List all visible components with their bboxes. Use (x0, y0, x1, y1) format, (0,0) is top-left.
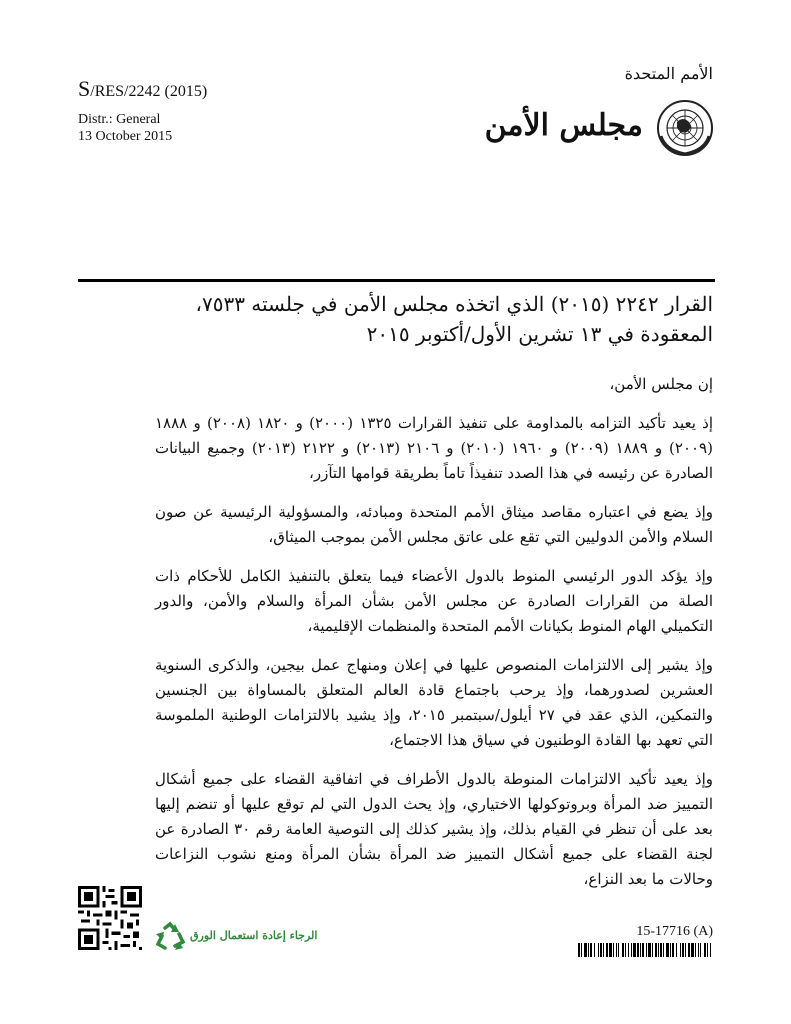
preambular-paragraph-4: وإذ يشير إلى الالتزامات المنصوص عليها في إعلان ومنهاج عمل بيجين، والذكرى السنوية العشرين لصدورهما، وإذ يرحب باجتماع قادة العالم المتعلق بالمساواة بين الجنسين والتمكين، الذي عقد في ٢٧ أيلول/سبتمبر ٢٠١٥، وإذ يشيد بالالتزامات الوطنية الملموسة التي تعهد بها القادة الوطنيون في سياق هذا الاجتماع، (155, 656, 713, 749)
barcode-bar (613, 943, 614, 957)
barcode-bar (622, 943, 624, 957)
resolution-title (153, 289, 713, 349)
symbol-rest: /RES/2242 (2015) (90, 83, 208, 100)
resolution-body (155, 372, 713, 906)
barcode-bar (695, 943, 696, 957)
preambular-paragraph-3: وإذ يؤكد الدور الرئيسي المنوط بالدول الأعضاء فيما يتعلق بالتنفيذ الكامل للأحكام ذات الصلة من القرارات الصادرة عن مجلس الأمن بشأن المرأة والسلام والأمن، والدور التكميلي الهام المنوط بكيانات الأمم المتحدة والمنظمات الإقليمية، (155, 567, 713, 635)
barcode-bar (698, 943, 699, 957)
barcode-bar (704, 943, 706, 957)
barcode-bar (640, 943, 641, 957)
barcode-bar (598, 943, 599, 957)
preambular-paragraph-1: إذ يعيد تأكيد التزامه بالمداومة على تنفيذ القرارات ١٣٢٥ (٢٠٠٠) و ١٨٢٠ (٢٠٠٨) و ١٨٨٨ (٢٠٠٩) و ١٨٨٩ (٢٠٠٩) و ١٩٦٠ (٢٠١٠) و ٢١٠٦ (٢٠١٣) و ٢١٢٢ (٢٠١٣) وجميع البيانات الصادرة عن رئيسه في هذا الصدد تنفيذاً تاماً بطريقة قوامها التآزر، (155, 414, 714, 482)
un-name-arabic: الأمم المتحدة (624, 64, 713, 83)
barcode-bar (588, 943, 589, 957)
barcode-bar (670, 943, 671, 957)
barcode-bar (633, 943, 636, 957)
barcode-bar (648, 943, 651, 957)
council-name-arabic: مجلس الأمن (484, 108, 643, 143)
barcode-bar (581, 943, 582, 957)
barcode-bar (637, 943, 639, 957)
qr-code (78, 886, 142, 950)
barcode-bar (680, 943, 681, 957)
barcode-bar (710, 943, 711, 957)
barcode-bar (707, 943, 708, 957)
distribution-block (78, 111, 172, 145)
issue-date: 13 October 2015 (78, 129, 173, 144)
barcode-bar (606, 943, 608, 957)
barcode-bar (682, 943, 684, 957)
barcode-bar (584, 943, 587, 957)
symbol-prefix: S (78, 76, 91, 101)
barcode-bar (590, 943, 592, 957)
barcode-bar (660, 943, 662, 957)
barcode-bar (628, 943, 629, 957)
barcode-bar (618, 943, 619, 957)
recycle-icon (153, 920, 187, 954)
recycle-note: الرجاء إعادة استعمال الورق (190, 929, 318, 942)
barcode-bar (655, 943, 657, 957)
barcode-bar (688, 943, 690, 957)
barcode-bar (685, 943, 686, 957)
preambular-paragraph-2: وإذ يضع في اعتباره مقاصد ميثاق الأمم المتحدة ومبادئه، والمسؤولية الرئيسية عن صون السلام والأمن الدوليين التي تقع على عاتق مجلس الأمن بموجب الميثاق، (155, 503, 713, 546)
barcode-bar (652, 943, 653, 957)
header-rule (78, 279, 715, 282)
un-emblem-icon (655, 98, 715, 158)
title-line-2: المعقودة في ١٣ تشرين الأول/أكتوبر ٢٠١٥ (366, 322, 713, 346)
barcode-bar (663, 943, 664, 957)
barcode-bar (676, 943, 677, 957)
opening-phrase: إن مجلس الأمن، (609, 375, 713, 393)
document-number: 15-17716 (A) (636, 924, 713, 939)
barcode-bar (691, 943, 694, 957)
barcode-bar (578, 943, 580, 957)
barcode-bar (609, 943, 612, 957)
barcode-bar (600, 943, 602, 957)
barcode-bar (672, 943, 674, 957)
barcode-bar (658, 943, 659, 957)
barcode-bar (666, 943, 669, 957)
barcode-bar (594, 943, 595, 957)
document-symbol (78, 76, 207, 102)
barcode-bar (631, 943, 632, 957)
barcode-bar (642, 943, 644, 957)
preambular-paragraph-5: وإذ يعيد تأكيد الالتزامات المنوطة بالدول الأطراف في اتفاقية القضاء على جميع أشكال التمييز ضد المرأة وبروتوكولها الاختياري، وإذ يحث الدول التي لم توقع عليها أو تنضم إليها بعد على أن تنظر في القيام بذلك، وإذ يشير كذلك إلى التوصية العامة رقم ٣٠ الصادرة عن لجنة القضاء على جميع أشكال التمييز ضد المرأة بشأن المرأة ومنع نشوب النزاعات وحالات ما بعد النزاع، (155, 770, 713, 888)
barcode-bar (700, 943, 701, 957)
title-line-1: القرار ٢٢٤٢ (٢٠١٥) الذي اتخذه مجلس الأمن في جلسته ٧٥٣٣، (195, 292, 713, 316)
barcode-bar (603, 943, 604, 957)
barcode (578, 943, 713, 957)
distribution-label: Distr.: General (78, 112, 161, 127)
barcode-bar (616, 943, 617, 957)
barcode-bar (646, 943, 647, 957)
barcode-bar (625, 943, 626, 957)
